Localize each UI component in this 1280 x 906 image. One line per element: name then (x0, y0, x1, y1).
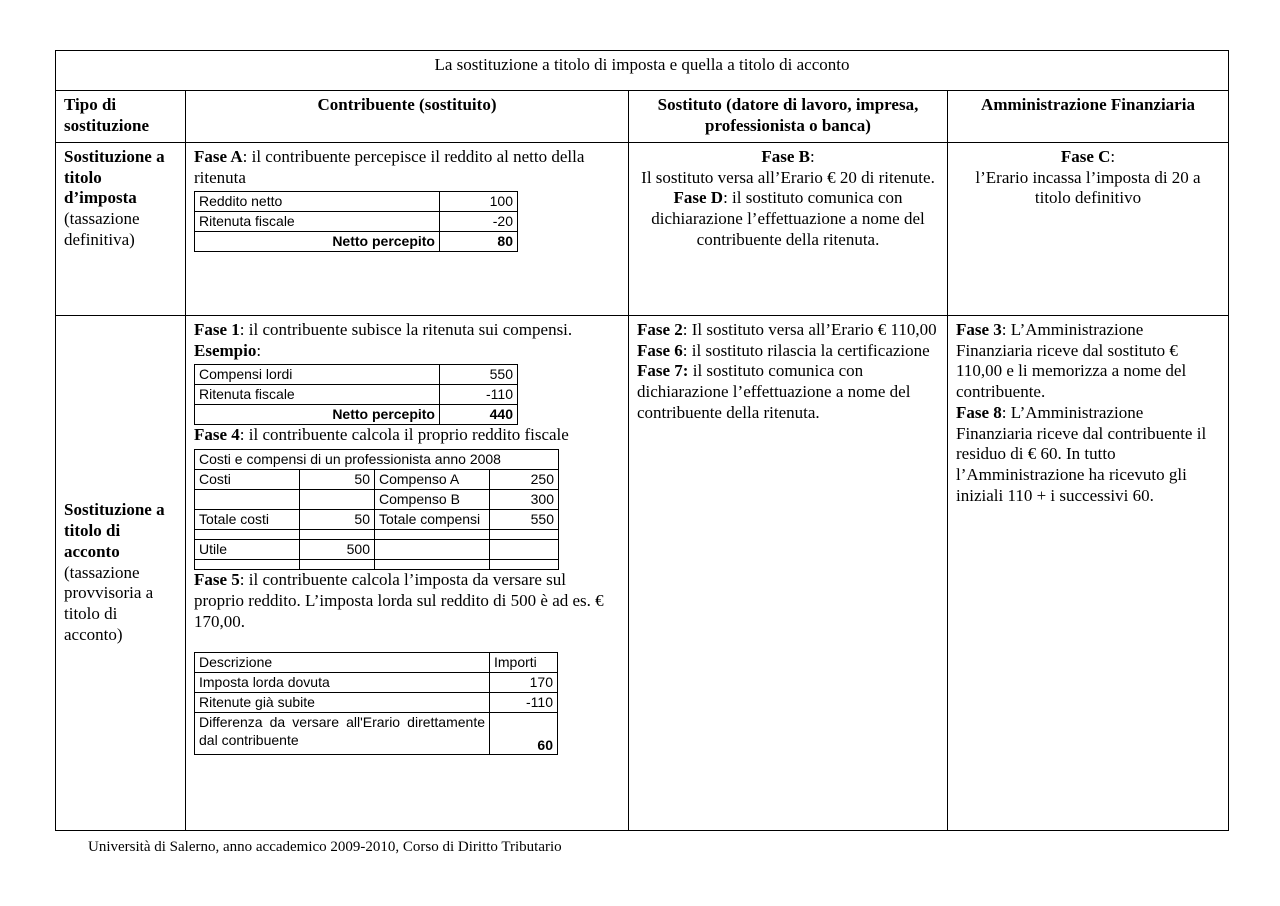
calc-row (195, 673, 558, 693)
calc-blank-row (195, 530, 559, 540)
calc-value: 550 (440, 365, 518, 385)
calc-table-imposta (194, 652, 558, 755)
fase-5-label: Fase 5 (194, 570, 240, 590)
fase-b-text: Il sostituto versa all’Erario € 20 di ritenute. (641, 167, 935, 187)
fase-8-label: Fase 8 (956, 402, 1002, 422)
calc-table-reddito (194, 449, 559, 570)
fase-d-label: Fase D (673, 188, 724, 208)
fase-2-label: Fase 2 (637, 320, 683, 339)
fase-d-paragraph (637, 188, 939, 250)
calc-empty-cell (375, 540, 490, 560)
fase-b-block (637, 147, 939, 188)
calc-header-value: Importi (490, 653, 558, 673)
fase-b-label: Fase B (761, 147, 810, 166)
calc-row (195, 510, 559, 530)
calc-total-label: Differenza da versare all'Erario direttamente dal contribuente (195, 713, 490, 755)
calc-total-value: 440 (440, 405, 518, 425)
fase-7-paragraph (637, 361, 939, 423)
calc-value: 500 (300, 540, 375, 560)
fase-c-text: l’Erario incassa l’imposta di 20 a titolo definitivo (975, 167, 1201, 208)
fase-3-text: : L’Amministrazione Finanziaria riceve dal sostituto € 110,00 e li memorizza a nome del contribuente. (956, 320, 1187, 402)
calc-header-label: Descrizione (195, 653, 490, 673)
fase-4-text: : il contribuente calcola il proprio reddito fiscale (239, 425, 569, 445)
calc-value: 170 (490, 673, 558, 693)
fase-5-paragraph (194, 570, 620, 632)
fase-2-text: : Il sostituto versa all’Erario € 110,00 (682, 320, 937, 339)
calc-empty-cell (490, 560, 559, 570)
calc-header-row (195, 653, 558, 673)
fase-c-heading (956, 147, 1220, 168)
row-sostituzione-imposta (56, 143, 1229, 316)
calc-label: Ritenuta fiscale (195, 212, 440, 232)
calc-empty-cell (375, 530, 490, 540)
amministrazione-acconto-cell (948, 316, 1229, 831)
contribuente-imposta-cell (186, 143, 629, 316)
calc-total-row (195, 713, 558, 755)
calc-empty-cell (490, 530, 559, 540)
calc-blank-row (195, 560, 559, 570)
fase-1-label: Fase 1 (194, 320, 240, 339)
tipo-acconto-cell (56, 316, 186, 831)
fase-b-colon: : (809, 147, 815, 166)
calc-value: 50 (300, 510, 375, 530)
column-header-tipo: Tipo di sostituzione (56, 91, 186, 143)
calc-value: 50 (300, 470, 375, 490)
fase-1-paragraph (194, 320, 620, 341)
calc-value: 550 (490, 510, 559, 530)
contribuente-acconto-cell (186, 316, 629, 831)
calc-table-ritenuta-imposta (194, 191, 518, 252)
calc-value: -20 (440, 212, 518, 232)
footer-credit: Università di Salerno, anno accademico 2009-2010, Corso di Diritto Tributario (88, 839, 562, 855)
calc-row (195, 385, 518, 405)
esempio-colon: : (256, 340, 262, 360)
fase-3-label: Fase 3 (956, 320, 1002, 339)
tipo-imposta-title: Sostituzione a titolo d’imposta (64, 147, 165, 208)
fase-4-paragraph (194, 425, 620, 446)
calc-row (195, 693, 558, 713)
fase-4-label: Fase 4 (194, 425, 240, 445)
tipo-imposta-note: (tassazione definitiva) (64, 209, 140, 249)
fase-a-paragraph (194, 147, 620, 188)
row-sostituzione-acconto (56, 316, 1229, 831)
fase-6-paragraph (637, 341, 939, 362)
calc-row (195, 365, 518, 385)
calc-total-value: 60 (490, 713, 558, 755)
esempio-paragraph (194, 341, 620, 362)
header-row (56, 91, 1229, 143)
fase-7-text: il sostituto comunica con dichiarazione l’effettuazione a nome del contribuente della ritenuta. (637, 361, 911, 422)
calc-value: 250 (490, 470, 559, 490)
calc-value: -110 (490, 693, 558, 713)
calc-header-row (195, 450, 559, 470)
calc-row (195, 470, 559, 490)
calc-total-label: Netto percepito (195, 405, 440, 425)
fase-b-heading (637, 147, 939, 168)
calc-empty-cell (300, 560, 375, 570)
fase-5-text: : il contribuente calcola l’imposta da versare sul proprio reddito. L’imposta lorda sul reddito di 500 è ad es. € 170,00. (194, 570, 604, 631)
comparison-table (55, 50, 1229, 831)
fase-c-colon: : (1110, 147, 1116, 166)
fase-c-block (956, 147, 1220, 209)
calc-label: Imposta lorda dovuta (195, 673, 490, 693)
calc-total-label: Netto percepito (195, 232, 440, 252)
fase-7-label: Fase 7: (637, 361, 689, 381)
esempio-label: Esempio (194, 340, 257, 360)
calc-label: Ritenute già subite (195, 693, 490, 713)
fase-8-text: : L’Amministrazione Finanziaria riceve dal contribuente il residuo di € 60. In tutto l’Amministrazione ha ricevuto gli iniziali 110 + i successivi 60. (956, 402, 1207, 505)
calc-label: Compensi lordi (195, 365, 440, 385)
calc-row (195, 540, 559, 560)
document-title: La sostituzione a titolo di imposta e quella a titolo di acconto (56, 51, 1229, 91)
calc-label (195, 490, 300, 510)
calc-empty-cell (300, 530, 375, 540)
calc-total-row (195, 405, 518, 425)
calc-value (300, 490, 375, 510)
calc-row (195, 192, 518, 212)
calc-total-row (195, 232, 518, 252)
fase-2-paragraph (637, 320, 939, 341)
calc-label: Totale compensi (375, 510, 490, 530)
calc-value: 300 (490, 490, 559, 510)
tipo-acconto-title: Sostituzione a titolo di acconto (64, 500, 165, 561)
calc-total-value: 80 (440, 232, 518, 252)
calc-empty-cell (375, 560, 490, 570)
calc-row (195, 212, 518, 232)
fase-1-text: : il contribuente subisce la ritenuta sui compensi. (239, 320, 573, 339)
calc-label: Utile (195, 540, 300, 560)
calc-label: Costi (195, 470, 300, 490)
calc-label: Totale costi (195, 510, 300, 530)
calc-empty-cell (195, 530, 300, 540)
calc-empty-cell (490, 540, 559, 560)
calc-label: Ritenuta fiscale (195, 385, 440, 405)
calc-empty-cell (195, 560, 300, 570)
tipo-imposta-cell (56, 143, 186, 316)
calc-table-title: Costi e compensi di un professionista anno 2008 (195, 450, 559, 470)
fase-a-text: : il contribuente percepisce il reddito al netto della ritenuta (194, 147, 585, 187)
fase-6-label: Fase 6 (637, 340, 683, 360)
sostituto-acconto-cell (629, 316, 948, 831)
column-header-contribuente: Contribuente (sostituito) (186, 91, 629, 143)
fase-a-label: Fase A (194, 147, 243, 166)
fase-3-paragraph (956, 320, 1220, 403)
calc-label: Reddito netto (195, 192, 440, 212)
title-row (56, 51, 1229, 91)
calc-label: Compenso B (375, 490, 490, 510)
fase-d-text: : il sostituto comunica con dichiarazione l’effettuazione a nome del contribuente della ritenuta. (651, 188, 925, 249)
sostituto-imposta-cell (629, 143, 948, 316)
calc-row (195, 490, 559, 510)
column-header-amministrazione: Amministrazione Finanziaria (948, 91, 1229, 143)
fase-6-text: : il sostituto rilascia la certificazione (682, 340, 930, 360)
tipo-acconto-note: (tassazione provvisoria a titolo di acconto) (64, 562, 154, 644)
calc-value: 100 (440, 192, 518, 212)
column-header-sostituto: Sostituto (datore di lavoro, impresa, professionista o banca) (629, 91, 948, 143)
calc-label: Compenso A (375, 470, 490, 490)
amministrazione-imposta-cell (948, 143, 1229, 316)
fase-8-paragraph (956, 403, 1220, 507)
calc-value: -110 (440, 385, 518, 405)
calc-table-compensi (194, 364, 518, 425)
fase-c-label: Fase C (1060, 147, 1111, 166)
